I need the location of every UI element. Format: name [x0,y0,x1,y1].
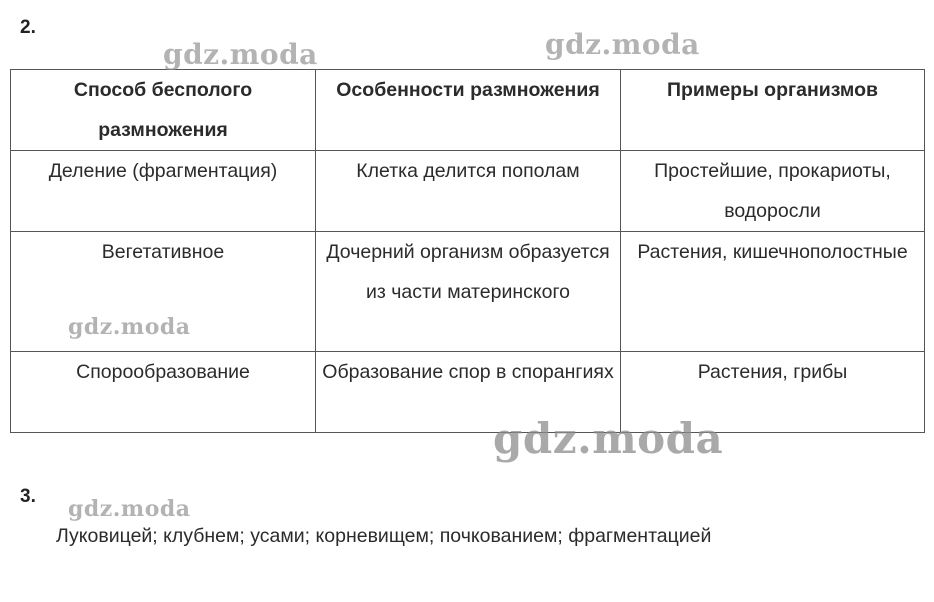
header-method: Способ бесполого размножения [11,70,316,151]
table-cell: Клетка делится пополам [316,151,621,232]
table-row [11,151,925,232]
watermark: gdz.moda [68,496,191,522]
table-cell: Простейшие, прокариоты, водоросли [621,151,925,232]
table-cell: Деление (фрагментация) [11,151,316,232]
table-row [11,352,925,433]
table-cell: Образование спор в спорангиях [316,352,621,433]
task-2-number: 2. [20,17,36,38]
reproduction-table [10,69,925,433]
watermark: gdz.moda [545,28,700,61]
table-header-row [11,70,925,151]
header-features: Особенности размножения [316,70,621,151]
table-cell: Растения, грибы [621,352,925,433]
watermark: gdz.moda [68,314,191,340]
task-3-number: 3. [20,486,36,507]
task-3-answer: Луковицей; клубнем; усами; корневищем; почкованием; фрагментацией [56,525,712,547]
header-examples: Примеры организмов [621,70,925,151]
table-row [11,232,925,352]
table-cell: Дочерний организм образуется из части материнского [316,232,621,352]
watermark: gdz.moda [163,38,318,71]
table-cell: Спорообразование [11,352,316,433]
watermark: gdz.moda [493,414,724,463]
table-cell: Растения, кишечнополостные [621,232,925,352]
table-cell: Вегетативное [11,232,316,352]
